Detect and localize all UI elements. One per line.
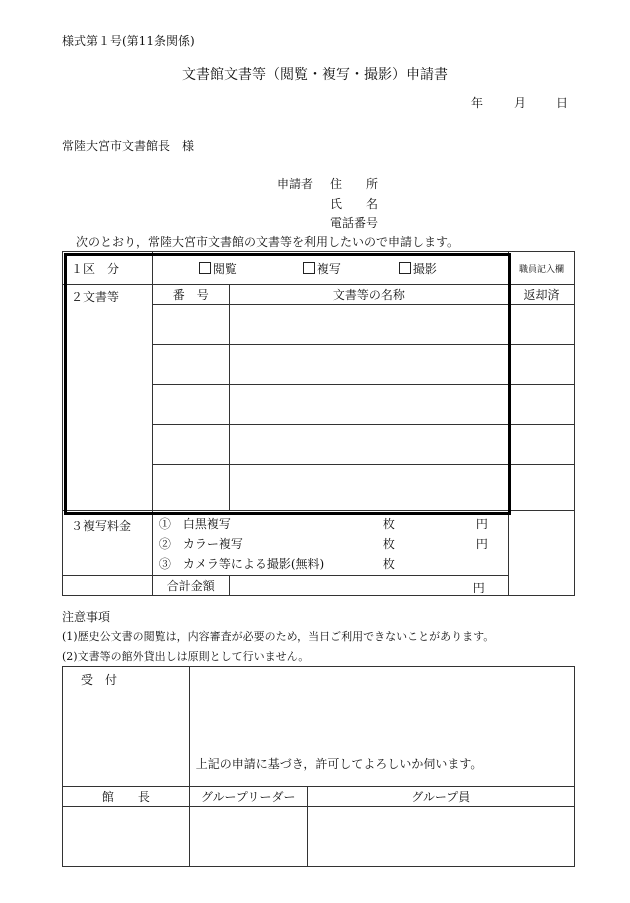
group-leader-label: グループリーダー (189, 787, 307, 807)
director-label: 館 長 (63, 787, 190, 807)
option-view[interactable]: 閲覧 (199, 260, 237, 277)
checkbox-view[interactable] (199, 262, 211, 274)
document-name-cell[interactable] (229, 425, 508, 465)
col-returned-header: 返却済 (509, 285, 575, 305)
form-title: 文書館文書等（閲覧・複写・撮影）申請書 (182, 67, 448, 83)
fee-item-bw-yen: 円 (475, 517, 488, 531)
returned-cell[interactable] (509, 345, 575, 385)
document-number-cell[interactable] (152, 305, 229, 345)
date-month: 月 (514, 96, 527, 110)
col-name-header: 文書等の名称 (229, 285, 508, 305)
document-name-cell[interactable] (229, 465, 508, 511)
col-number-header: 番 号 (152, 285, 229, 305)
checkbox-photo[interactable] (399, 262, 411, 274)
document-name-cell[interactable] (229, 305, 508, 345)
total-yen: 円 (472, 581, 485, 595)
fee-item-bw: ① 白黒複写 (158, 517, 231, 531)
fee-item-camera-unit: 枚 (382, 557, 395, 571)
form-number: 様式第１号(第11条関係) (62, 34, 195, 48)
document-number-cell[interactable] (152, 385, 229, 425)
section1-label: １区 分 (63, 252, 153, 285)
applicant-name-label: 氏 名 (330, 197, 379, 211)
reception-label: 受 付 (63, 667, 190, 787)
document-name-cell[interactable] (229, 345, 508, 385)
section3-label: ３複写料金 (63, 511, 153, 576)
returned-cell[interactable] (509, 425, 575, 465)
group-member-label: グループ員 (307, 787, 574, 807)
group-member-seal-cell[interactable] (307, 807, 574, 867)
document-number-cell[interactable] (152, 425, 229, 465)
intro-text: 次のとおり，常陸大宮市文書館の文書等を利用したいので申請します。 (76, 235, 460, 249)
fee-item-bw-unit: 枚 (382, 517, 395, 531)
returned-cell[interactable] (509, 305, 575, 345)
date-year: 年 (471, 96, 484, 110)
reception-table (62, 666, 575, 867)
returned-cell[interactable] (509, 465, 575, 511)
document-name-cell[interactable] (229, 385, 508, 425)
document-number-cell[interactable] (152, 345, 229, 385)
option-copy[interactable]: 複写 (303, 260, 341, 277)
applicant-phone-label: 電話番号 (330, 216, 379, 230)
director-seal-cell[interactable] (63, 807, 190, 867)
group-leader-seal-cell[interactable] (189, 807, 307, 867)
option-photo[interactable]: 撮影 (399, 260, 437, 277)
document-number-cell[interactable] (152, 465, 229, 511)
note-item-1: (1)歴史公文書の閲覧は，内容審査が必要のため，当日ご利用できないことがあります。 (62, 630, 495, 643)
fee-item-color-yen: 円 (475, 537, 488, 551)
total-label: 合計金額 (152, 576, 229, 596)
copy-fee-items (152, 511, 508, 576)
applicant-label: 申請者 (277, 177, 314, 191)
fee-item-color: ② カラー複写 (158, 537, 243, 551)
fee-item-camera: ③ カメラ等による撮影(無料) (158, 557, 325, 571)
returned-cell[interactable] (509, 385, 575, 425)
addressee: 常陸大宮市文書館長 様 (62, 139, 195, 153)
date-day: 日 (556, 96, 569, 110)
application-table (62, 251, 575, 596)
staff-entry-label: 職員記入欄 (509, 252, 575, 285)
section2-label: ２文書等 (63, 285, 153, 511)
applicant-address-label: 住 所 (330, 177, 379, 191)
notes-heading: 注意事項 (62, 610, 111, 624)
total-amount[interactable] (229, 576, 508, 596)
checkbox-copy[interactable] (303, 262, 315, 274)
approval-text: 上記の申請に基づき，許可してよろしいか伺います。 (189, 667, 574, 787)
fee-item-color-unit: 枚 (382, 537, 395, 551)
note-item-2: (2)文書等の館外貸出しは原則として行いません。 (62, 650, 310, 663)
section1-options (152, 252, 508, 285)
